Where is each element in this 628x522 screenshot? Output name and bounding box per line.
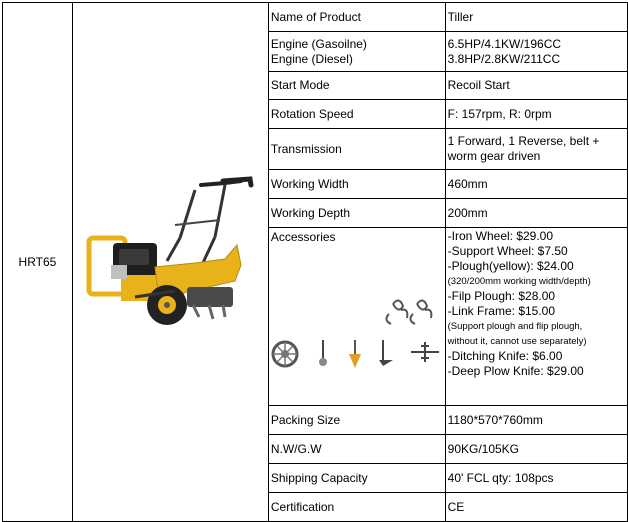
spec-table — [2, 2, 628, 522]
engine-label: Engine (Gasoilne) Engine (Diesel) — [268, 32, 445, 72]
accessory-ditching-knife: -Ditching Knife: $6.00 — [447, 349, 563, 363]
certification-label: Certification — [268, 493, 445, 522]
accessory-plough-note: (320/200mm working width/depth) — [447, 276, 591, 287]
support-wheel-icon — [319, 340, 327, 366]
plough-icon — [349, 340, 361, 368]
accessories-illustration — [271, 296, 447, 408]
accessories-list — [445, 228, 627, 406]
working-depth-value: 200mm — [445, 199, 627, 228]
rotation-speed-value: F: 157rpm, R: 0rpm — [445, 100, 627, 129]
tiller-image — [75, 5, 266, 520]
accessory-support-wheel: -Support Wheel: $7.50 — [447, 244, 568, 258]
model-name: HRT65 — [18, 254, 57, 269]
product-photo-cell — [72, 3, 268, 522]
working-width-value: 460mm — [445, 170, 627, 199]
model-cell — [3, 3, 73, 522]
accessories-label-cell — [268, 228, 445, 406]
start-mode-value: Recoil Start — [445, 72, 627, 100]
shipping-capacity-label: Shipping Capacity — [268, 464, 445, 493]
certification-value: CE — [445, 493, 627, 522]
accessory-link-frame-note-2: without it, cannot use separately) — [447, 336, 587, 347]
working-width-label: Working Width — [268, 170, 445, 199]
transmission-label: Transmission — [268, 129, 445, 170]
name-of-product-label: Name of Product — [268, 3, 445, 32]
transmission-value: 1 Forward, 1 Reverse, belt + worm gear driven — [445, 129, 627, 170]
packing-size-value: 1180*570*760mm — [445, 406, 627, 435]
name-of-product-value: Tiller — [445, 3, 627, 32]
accessory-plough: -Plough(yellow): $24.00 — [447, 259, 574, 273]
nw-gw-value: 90KG/105KG — [445, 435, 627, 464]
link-frame-icon — [411, 342, 439, 362]
engine-value: 6.5HP/4.1KW/196CC 3.8HP/2.8KW/211CC — [445, 32, 627, 72]
shipping-capacity-value: 40' FCL qty: 108pcs — [445, 464, 627, 493]
packing-size-label: Packing Size — [268, 406, 445, 435]
iron-wheel-icon — [273, 342, 297, 366]
deep-plow-knife-icon — [386, 300, 431, 324]
accessory-flip-plough: -Filp Plough: $28.00 — [447, 289, 556, 303]
accessory-link-frame-note-1: (Support plough and flip plough, — [447, 321, 583, 332]
nw-gw-label: N.W/G.W — [268, 435, 445, 464]
start-mode-label: Start Mode — [268, 72, 445, 100]
working-depth-label: Working Depth — [268, 199, 445, 228]
accessories-label: Accessories — [270, 230, 336, 244]
accessory-link-frame: -Link Frame: $15.00 — [447, 304, 556, 318]
accessory-iron-wheel: -Iron Wheel: $29.00 — [447, 229, 554, 243]
accessory-deep-plow-knife: -Deep Plow Knife: $29.00 — [447, 364, 584, 378]
rotation-speed-label: Rotation Speed — [268, 100, 445, 129]
flip-plough-icon — [379, 340, 393, 366]
